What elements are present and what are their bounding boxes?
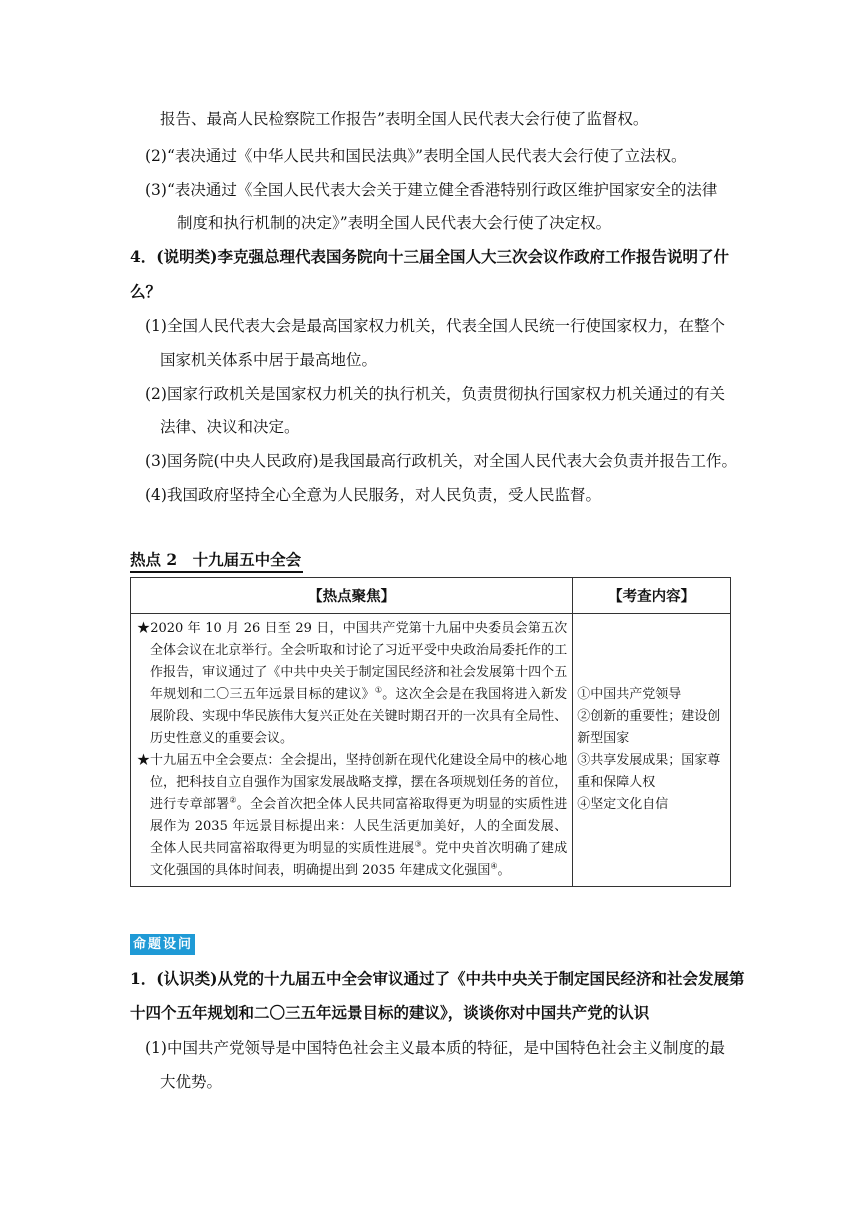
answer-line: (3)国务院(中央人民政府)是我国最高行政机关，对全国人民代表大会负责并报告工作。 [145, 452, 738, 470]
section-title: 热点 2 十九届五中全会 [130, 549, 303, 573]
answer-line: 报告、最高人民检察院工作报告”表明全国人民代表大会行使了监督权。 [160, 110, 649, 128]
table-row [131, 614, 731, 887]
answer-line: (2)国家行政机关是国家权力机关的执行机关，负责贯彻执行国家权力机关通过的有关 [145, 385, 725, 403]
answer-line: (2)“表决通过《中华人民共和国民法典》”表明全国人民代表大会行使了立法权。 [145, 147, 687, 165]
exam-content-cell [573, 614, 731, 887]
question-1-line1: 1．(认识类)从党的十九届五中全会审议通过了《中共中央关于制定国民经济和社会发展第 [130, 969, 745, 988]
content-item: ①中国共产党领导 [577, 687, 682, 702]
question-4-line2: 么？ [130, 282, 162, 301]
content-item: ④坚定文化自信 [577, 797, 669, 812]
content-item: ②创新的重要性；建设创新型国家 [577, 709, 721, 746]
hot-focus-cell [131, 614, 573, 887]
content-item: ③共享发展成果；国家尊重和保障人权 [577, 753, 721, 790]
answer-line: 大优势。 [160, 1073, 223, 1091]
hot-topic-table [130, 577, 731, 887]
answer-line: 法律、决议和决定。 [160, 418, 300, 436]
question-4-line1: 4．(说明类)李克强总理代表国务院向十三届全国人大三次会议作政府工作报告说明了什 [130, 247, 729, 266]
answer-line: (3)“表决通过《全国人民代表大会关于建立健全香港特别行政区维护国家安全的法律 [145, 181, 718, 199]
question-design-tag: 命题设问 [130, 934, 195, 955]
answer-line: 国家机关体系中居于最高地位。 [160, 351, 378, 369]
focus-paragraph: ★十九届五中全会要点：全会提出，坚持创新在现代化建设全局中的核心地位，把科技自立自强作为国家发展战略支撑，摆在各项规划任务的首位，进行专章部署②。全会首次把全体人民共同富裕取得更为明显的实质性进展作为 2035 年远景目标提出来：人民生活更加美好，人的全面发展、全体人民共同富裕取得更为明显的实质性进展③。党中央首次明确了建成文化强国的具体时间表，明确提出到 2035 年建成文化强国④。 [137, 753, 568, 878]
answer-line: (1)全国人民代表大会是最高国家权力机关，代表全国人民统一行使国家权力，在整个 [145, 317, 725, 335]
answer-line: (1)中国共产党领导是中国特色社会主义最本质的特征，是中国特色社会主义制度的最 [145, 1039, 725, 1057]
question-1-line2: 十四个五年规划和二〇三五年远景目标的建议》，谈谈你对中国共产党的认识 [130, 1003, 650, 1022]
answer-line: (4)我国政府坚持全心全意为人民服务，对人民负责，受人民监督。 [145, 486, 601, 504]
header-hot-focus: 【热点聚焦】 [131, 578, 573, 614]
focus-paragraph: ★2020 年 10 月 26 日至 29 日，中国共产党第十九届中央委员会第五次全体会议在北京举行。全会听取和讨论了习近平受中央政治局委托作的工作报告，审议通过了《中共中央关于制定国民经济和社会发展第十四个五年规划和二〇三五年远景目标的建议》①。这次全会是在我国将进入新发展阶段、实现中华民族伟大复兴正处在关键时期召开的一次具有全局性、历史性意义的重要会议。 [137, 621, 568, 746]
table-header-row [131, 578, 731, 614]
header-exam-content: 【考查内容】 [573, 578, 731, 614]
answer-line: 制度和执行机制的决定》”表明全国人民代表大会行使了决定权。 [177, 214, 612, 232]
